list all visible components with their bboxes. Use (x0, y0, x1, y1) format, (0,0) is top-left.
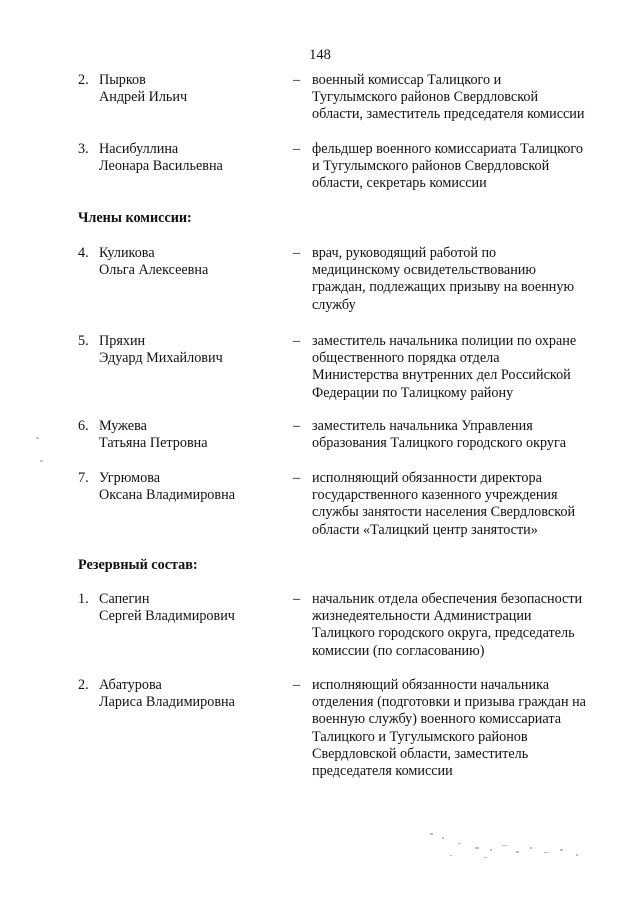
dash: – (293, 333, 301, 349)
role-line: фельдшер военного комиссариата Талицкого (312, 141, 583, 157)
entry-number: 2. (78, 72, 89, 88)
person-name (99, 418, 289, 452)
role-line: Талицкого городского округа, председатель (312, 625, 575, 642)
entry-number: 1. (78, 591, 89, 607)
person-name (99, 141, 289, 175)
role-line: области, заместитель председателя комиссии (312, 106, 585, 123)
role-line: заместитель начальника Управления (312, 418, 533, 434)
entry-number: 6. (78, 418, 89, 434)
role-line: Министерства внутренних дел Российской (312, 367, 571, 384)
surname: Насибуллина (99, 141, 179, 157)
role-line: военную службу) военного комиссариата (312, 711, 561, 728)
role-line: Федерации по Талицкому району (312, 384, 514, 401)
page-number: 148 (309, 47, 331, 63)
role-line: отделения (подготовки и призыва граждан на (312, 694, 586, 711)
role-description (312, 245, 612, 314)
dash: – (293, 245, 301, 261)
members-heading: Члены комиссии: (78, 210, 192, 226)
dash: – (293, 418, 301, 434)
dash: – (293, 470, 301, 486)
dash: – (293, 677, 301, 693)
role-line: службу (312, 296, 356, 313)
role-line: области «Талицкий центр занятости» (312, 521, 538, 538)
role-line: Тугулымского районов Свердловской (312, 89, 539, 106)
role-line: председателя комиссии (312, 763, 453, 780)
dash: – (293, 141, 301, 157)
role-line: и Тугулымского районов Свердловской (312, 158, 550, 175)
role-description (312, 141, 612, 193)
role-line: медицинскому освидетельствованию (312, 262, 536, 279)
person-name (99, 677, 289, 711)
role-line: начальник отдела обеспечения безопасности (312, 591, 583, 607)
role-line: военный комиссар Талицкого и (312, 72, 502, 88)
role-line: Свердловской области, заместитель (312, 745, 529, 762)
first-patronymic: Татьяна Петровна (99, 435, 208, 452)
surname: Абатурова (99, 677, 162, 693)
first-patronymic: Оксана Владимировна (99, 487, 235, 504)
role-description (312, 72, 612, 124)
first-patronymic: Ольга Алексеевна (99, 262, 209, 279)
person-name (99, 591, 289, 625)
surname: Мужева (99, 418, 147, 434)
role-line: врач, руководящий работой по (312, 245, 497, 261)
role-line: Талицкого и Тугулымского районов (312, 728, 528, 745)
role-description (312, 470, 612, 539)
role-description (312, 591, 612, 660)
reserve-heading: Резервный состав: (78, 557, 198, 573)
role-line: комиссии (по согласованию) (312, 642, 485, 659)
role-line: исполняющий обязанности директора (312, 470, 542, 486)
role-line: жизнедеятельности Администрации (312, 608, 532, 625)
role-description (312, 677, 612, 780)
surname: Пырков (99, 72, 146, 88)
role-line: исполняющий обязанности начальника (312, 677, 550, 693)
role-line: общественного порядка отдела (312, 350, 500, 367)
surname: Угрюмова (99, 470, 161, 486)
first-patronymic: Андрей Ильич (99, 89, 188, 106)
scan-speck (40, 460, 43, 462)
first-patronymic: Эдуард Михайлович (99, 350, 223, 367)
surname: Сапегин (99, 591, 150, 607)
dash: – (293, 591, 301, 607)
first-patronymic: Сергей Владимирович (99, 608, 235, 625)
entry-number: 5. (78, 333, 89, 349)
role-description (312, 418, 612, 452)
dash: – (293, 72, 301, 88)
person-name (99, 245, 289, 279)
first-patronymic: Леонара Васильевна (99, 158, 223, 175)
role-line: заместитель начальника полиции по охране (312, 333, 577, 349)
surname: Куликова (99, 245, 155, 261)
first-patronymic: Лариса Владимировна (99, 694, 235, 711)
role-line: граждан, подлежащих призыву на военную (312, 279, 575, 296)
entry-number: 7. (78, 470, 89, 486)
entry-number: 2. (78, 677, 89, 693)
person-name (99, 470, 289, 504)
person-name (99, 72, 289, 106)
scan-speck (36, 437, 39, 439)
role-line: области, секретарь комиссии (312, 175, 487, 192)
role-line: образования Талицкого городского округа (312, 435, 567, 452)
entry-number: 3. (78, 141, 89, 157)
surname: Пряхин (99, 333, 146, 349)
entry-number: 4. (78, 245, 89, 261)
person-name (99, 333, 289, 367)
role-description (312, 333, 612, 402)
role-line: службы занятости населения Свердловской (312, 504, 576, 521)
scan-noise-mark (420, 825, 590, 865)
role-line: государственного казенного учреждения (312, 487, 558, 504)
